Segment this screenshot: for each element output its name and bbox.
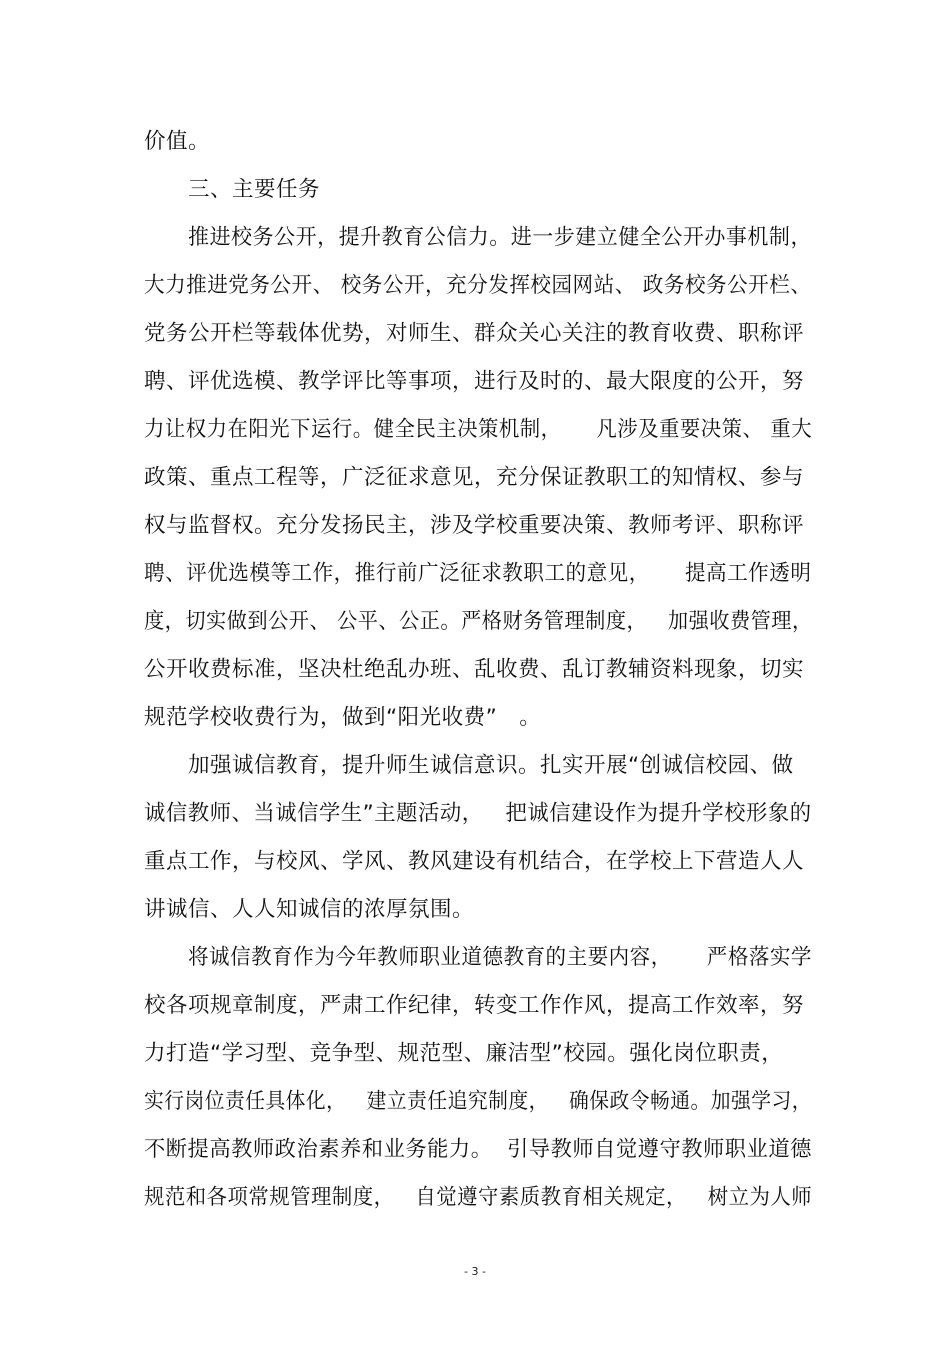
section-heading: 三、主要任务 <box>188 177 321 202</box>
text-line: 规范和各项常规管理制度， 自觉遵守素质教育相关规定， 树立为人师 <box>144 1185 813 1210</box>
text-line: 权与监督权。充分发扬民主，涉及学校重要决策、教师考评、职称评 <box>144 513 805 538</box>
text-line: 聘、评优选模、教学评比等事项，进行及时的、最大限度的公开，努 <box>144 369 805 394</box>
text-line: 规范学校收费行为，做到“阳光收费” 。 <box>144 705 542 730</box>
text-line: 不断提高教师政治素养和业务能力。 引导教师自觉遵守教师职业道德 <box>144 1137 812 1162</box>
text-line: 大力推进党务公开、 校务公开，充分发挥校园网站、 政务校务公开栏、 <box>144 273 812 298</box>
text-line: 重点工作，与校风、学风、教风建设有机结合，在学校上下营造人人 <box>144 849 805 874</box>
text-line: 公开收费标准，坚决杜绝乱办班、乱收费、乱订教辅资料现象，切实 <box>144 657 805 682</box>
text-line: 党务公开栏等载体优势，对师生、群众关心关注的教育收费、职称评 <box>144 321 805 346</box>
text-line: 校各项规章制度，严肃工作纪律，转变工作作风，提高工作效率，努 <box>144 993 805 1018</box>
text-line: 推进校务公开，提升教育公信力。进一步建立健全公开办事机制， <box>188 225 812 250</box>
text-line: 力打造“学习型、竞争型、规范型、廉洁型”校园。强化岗位职责， <box>144 1041 784 1066</box>
text-line: 讲诚信、人人知诚信的浓厚氛围。 <box>144 897 475 922</box>
text-line: 实行岗位责任具体化， 建立责任追究制度， 确保政令畅通。加强学习， <box>144 1089 812 1114</box>
text-line: 将诚信教育作为今年教师职业道德教育的主要内容， 严格落实学 <box>188 945 812 970</box>
text-line: 度，切实做到公开、 公平、公正。严格财务管理制度， 加强收费管理， <box>144 609 813 634</box>
text-line: 力让权力在阳光下运行。健全民主决策机制， 凡涉及重要决策、 重大 <box>144 417 813 442</box>
text-line: 诚信教师、当诚信学生”主题活动， 把诚信建设作为提升学校形象的 <box>144 801 812 826</box>
text-line: 加强诚信教育，提升师生诚信意识。扎实开展“创诚信校园、做 <box>188 753 794 778</box>
text-line: 政策、重点工程等，广泛征求意见，充分保证教职工的知情权、参与 <box>144 465 805 490</box>
page-number: - 3 - <box>464 1265 486 1278</box>
text-line: 价值。 <box>144 129 211 154</box>
text-line: 聘、评优选模等工作，推行前广泛征求教职工的意见， 提高工作透明 <box>144 561 812 586</box>
